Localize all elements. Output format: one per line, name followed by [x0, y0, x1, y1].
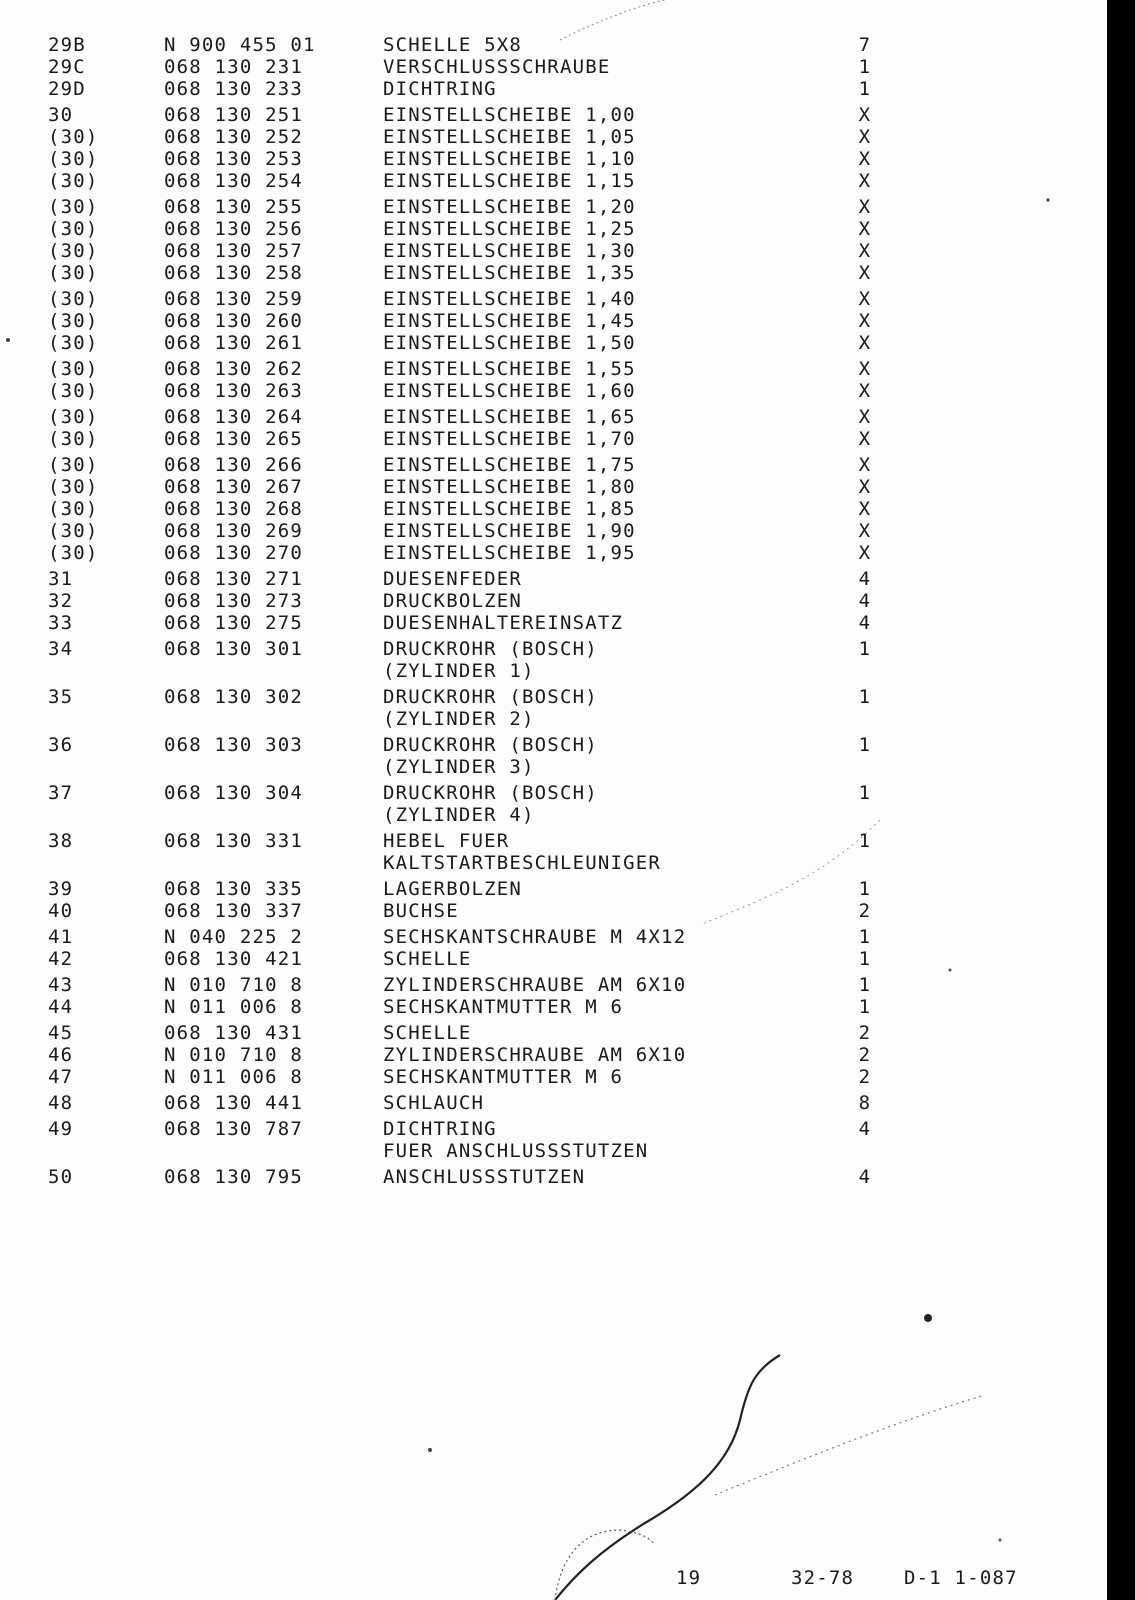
position-number: (30)	[48, 406, 99, 428]
quantity: 2	[858, 900, 872, 922]
part-description: DRUCKROHR (BOSCH)	[383, 734, 598, 756]
part-description: SCHELLE	[383, 948, 472, 970]
parts-row	[0, 34, 1100, 56]
part-description: SECHSKANTSCHRAUBE M 4X12	[383, 926, 687, 948]
part-description: DRUCKROHR (BOSCH)	[383, 638, 598, 660]
quantity: X	[858, 218, 872, 240]
parts-row	[0, 1066, 1100, 1088]
part-number: 068 130 268	[164, 498, 304, 520]
part-description-continued: (ZYLINDER 2)	[383, 708, 535, 730]
quantity: X	[858, 126, 872, 148]
position-number: 40	[48, 900, 74, 922]
part-description-continued: KALTSTARTBESCHLEUNIGER	[383, 852, 662, 874]
part-description-continued: (ZYLINDER 3)	[383, 756, 535, 778]
part-description: SCHELLE	[383, 1022, 472, 1044]
quantity: X	[858, 476, 872, 498]
quantity: 1	[858, 78, 872, 100]
pen-stroke-dotted	[715, 1395, 985, 1495]
part-description: BUCHSE	[383, 900, 459, 922]
part-number: 068 130 301	[164, 638, 304, 660]
position-number: (30)	[48, 332, 99, 354]
part-description: EINSTELLSCHEIBE 1,50	[383, 332, 636, 354]
part-number: 068 130 273	[164, 590, 304, 612]
quantity: 4	[858, 1118, 872, 1140]
parts-row	[0, 170, 1100, 192]
part-description: HEBEL FUER	[383, 830, 510, 852]
quantity: 1	[858, 948, 872, 970]
parts-row	[0, 590, 1100, 612]
quantity: 1	[858, 974, 872, 996]
footer-page-number: 19	[676, 1567, 702, 1589]
parts-row	[0, 332, 1100, 354]
position-number: 34	[48, 638, 74, 660]
quantity: 1	[858, 996, 872, 1018]
part-description: EINSTELLSCHEIBE 1,25	[383, 218, 636, 240]
part-number: 068 130 266	[164, 454, 304, 476]
quantity: X	[858, 332, 872, 354]
part-number: 068 130 257	[164, 240, 304, 262]
position-number: 30	[48, 104, 74, 126]
part-description: EINSTELLSCHEIBE 1,45	[383, 310, 636, 332]
part-number: N 011 006 8	[164, 996, 304, 1018]
part-description: DUESENHALTEREINSATZ	[383, 612, 624, 634]
part-number: 068 130 263	[164, 380, 304, 402]
part-description: EINSTELLSCHEIBE 1,70	[383, 428, 636, 450]
position-number: (30)	[48, 170, 99, 192]
part-description: EINSTELLSCHEIBE 1,95	[383, 542, 636, 564]
quantity: X	[858, 170, 872, 192]
parts-row	[0, 1022, 1100, 1044]
position-number: 39	[48, 878, 74, 900]
quantity: X	[858, 288, 872, 310]
quantity: 4	[858, 568, 872, 590]
parts-row	[0, 878, 1100, 900]
quantity: X	[858, 428, 872, 450]
parts-row	[0, 310, 1100, 332]
parts-row	[0, 900, 1100, 922]
part-number: 068 130 265	[164, 428, 304, 450]
parts-row	[0, 782, 1100, 826]
part-description: SCHELLE 5X8	[383, 34, 523, 56]
part-number: 068 130 270	[164, 542, 304, 564]
part-number: 068 130 302	[164, 686, 304, 708]
position-number: (30)	[48, 126, 99, 148]
speck	[924, 1314, 932, 1322]
quantity: 2	[858, 1044, 872, 1066]
parts-row	[0, 104, 1100, 126]
position-number: (30)	[48, 428, 99, 450]
part-number: 068 130 421	[164, 948, 304, 970]
position-number: 37	[48, 782, 74, 804]
part-number: N 011 006 8	[164, 1066, 304, 1088]
quantity: 1	[858, 56, 872, 78]
position-number: (30)	[48, 310, 99, 332]
parts-row	[0, 1118, 1100, 1162]
parts-row	[0, 148, 1100, 170]
part-number: 068 130 795	[164, 1166, 304, 1188]
parts-row	[0, 1044, 1100, 1066]
position-number: 29C	[48, 56, 86, 78]
part-number: 068 130 441	[164, 1092, 304, 1114]
speck	[999, 1539, 1002, 1542]
quantity: X	[858, 196, 872, 218]
part-description: EINSTELLSCHEIBE 1,15	[383, 170, 636, 192]
parts-row	[0, 542, 1100, 564]
part-description: EINSTELLSCHEIBE 1,80	[383, 476, 636, 498]
part-description-continued: (ZYLINDER 4)	[383, 804, 535, 826]
parts-row	[0, 638, 1100, 682]
position-number: (30)	[48, 476, 99, 498]
part-number: 068 130 271	[164, 568, 304, 590]
part-number: 068 130 267	[164, 476, 304, 498]
part-description: ZYLINDERSCHRAUBE AM 6X10	[383, 974, 687, 996]
quantity: 1	[858, 686, 872, 708]
quantity: 4	[858, 612, 872, 634]
position-number: 47	[48, 1066, 74, 1088]
part-number: 068 130 304	[164, 782, 304, 804]
position-number: (30)	[48, 218, 99, 240]
quantity: X	[858, 454, 872, 476]
position-number: 31	[48, 568, 74, 590]
position-number: 50	[48, 1166, 74, 1188]
quantity: X	[858, 262, 872, 284]
part-number: 068 130 253	[164, 148, 304, 170]
part-description: EINSTELLSCHEIBE 1,90	[383, 520, 636, 542]
part-number: N 010 710 8	[164, 974, 304, 996]
part-description: SECHSKANTMUTTER M 6	[383, 996, 624, 1018]
parts-row	[0, 948, 1100, 970]
parts-row	[0, 78, 1100, 100]
part-description: DUESENFEDER	[383, 568, 523, 590]
parts-row	[0, 56, 1100, 78]
parts-row	[0, 520, 1100, 542]
position-number: (30)	[48, 454, 99, 476]
parts-row	[0, 240, 1100, 262]
parts-row	[0, 568, 1100, 590]
part-number: 068 130 251	[164, 104, 304, 126]
part-description: EINSTELLSCHEIBE 1,05	[383, 126, 636, 148]
part-number: N 900 455 01	[164, 34, 316, 56]
parts-row	[0, 1166, 1100, 1188]
part-number: 068 130 335	[164, 878, 304, 900]
parts-row	[0, 262, 1100, 284]
parts-row	[0, 380, 1100, 402]
part-description: EINSTELLSCHEIBE 1,85	[383, 498, 636, 520]
quantity: 1	[858, 830, 872, 852]
position-number: (30)	[48, 358, 99, 380]
part-number: 068 130 262	[164, 358, 304, 380]
part-number: 068 130 787	[164, 1118, 304, 1140]
part-number: N 010 710 8	[164, 1044, 304, 1066]
position-number: (30)	[48, 520, 99, 542]
part-description: DICHTRING	[383, 78, 497, 100]
quantity: 8	[858, 1092, 872, 1114]
parts-row	[0, 612, 1100, 634]
quantity: 1	[858, 878, 872, 900]
part-number: 068 130 252	[164, 126, 304, 148]
quantity: X	[858, 406, 872, 428]
position-number: 46	[48, 1044, 74, 1066]
position-number: 41	[48, 926, 74, 948]
position-number: (30)	[48, 196, 99, 218]
position-number: 45	[48, 1022, 74, 1044]
position-number: 35	[48, 686, 74, 708]
part-number: N 040 225 2	[164, 926, 304, 948]
quantity: 1	[858, 734, 872, 756]
parts-row	[0, 196, 1100, 218]
quantity: X	[858, 542, 872, 564]
position-number: (30)	[48, 542, 99, 564]
parts-row	[0, 218, 1100, 240]
parts-row	[0, 358, 1100, 380]
position-number: (30)	[48, 498, 99, 520]
position-number: 32	[48, 590, 74, 612]
part-description: ANSCHLUSSSTUTZEN	[383, 1166, 586, 1188]
parts-row	[0, 476, 1100, 498]
part-description: SECHSKANTMUTTER M 6	[383, 1066, 624, 1088]
part-number: 068 130 233	[164, 78, 304, 100]
position-number: (30)	[48, 380, 99, 402]
quantity: X	[858, 104, 872, 126]
part-number: 068 130 258	[164, 262, 304, 284]
part-number: 068 130 260	[164, 310, 304, 332]
quantity: X	[858, 380, 872, 402]
position-number: 43	[48, 974, 74, 996]
position-number: 44	[48, 996, 74, 1018]
part-number: 068 130 275	[164, 612, 304, 634]
quantity: 1	[858, 782, 872, 804]
parts-row	[0, 686, 1100, 730]
scan-edge-bar	[1107, 0, 1135, 1600]
part-number: 068 130 303	[164, 734, 304, 756]
position-number: 36	[48, 734, 74, 756]
pen-stroke-line	[555, 1355, 780, 1600]
position-number: 38	[48, 830, 74, 852]
position-number: 42	[48, 948, 74, 970]
quantity: X	[858, 520, 872, 542]
parts-row	[0, 996, 1100, 1018]
position-number: 48	[48, 1092, 74, 1114]
parts-row	[0, 974, 1100, 996]
quantity: X	[858, 148, 872, 170]
part-description-continued: (ZYLINDER 1)	[383, 660, 535, 682]
part-description: EINSTELLSCHEIBE 1,35	[383, 262, 636, 284]
part-description-continued: FUER ANSCHLUSSSTUTZEN	[383, 1140, 649, 1162]
position-number: 33	[48, 612, 74, 634]
part-number: 068 130 264	[164, 406, 304, 428]
part-description: VERSCHLUSSSCHRAUBE	[383, 56, 611, 78]
part-description: DICHTRING	[383, 1118, 497, 1140]
part-description: DRUCKBOLZEN	[383, 590, 523, 612]
parts-row	[0, 288, 1100, 310]
footer-document-reference: D-1 1-087	[904, 1567, 1018, 1589]
parts-row	[0, 498, 1100, 520]
parts-list	[0, 34, 1100, 1188]
position-number: 29D	[48, 78, 86, 100]
part-description: SCHLAUCH	[383, 1092, 485, 1114]
part-description: EINSTELLSCHEIBE 1,30	[383, 240, 636, 262]
part-description: DRUCKROHR (BOSCH)	[383, 686, 598, 708]
part-number: 068 130 231	[164, 56, 304, 78]
part-description: EINSTELLSCHEIBE 1,55	[383, 358, 636, 380]
quantity: X	[858, 358, 872, 380]
parts-row	[0, 126, 1100, 148]
part-number: 068 130 261	[164, 332, 304, 354]
part-description: EINSTELLSCHEIBE 1,65	[383, 406, 636, 428]
part-description: EINSTELLSCHEIBE 1,40	[383, 288, 636, 310]
part-number: 068 130 431	[164, 1022, 304, 1044]
part-description: DRUCKROHR (BOSCH)	[383, 782, 598, 804]
position-number: (30)	[48, 288, 99, 310]
quantity: 2	[858, 1066, 872, 1088]
part-number: 068 130 256	[164, 218, 304, 240]
quantity: X	[858, 240, 872, 262]
part-description: EINSTELLSCHEIBE 1,75	[383, 454, 636, 476]
position-number: 29B	[48, 34, 86, 56]
part-description: LAGERBOLZEN	[383, 878, 523, 900]
part-description: EINSTELLSCHEIBE 1,20	[383, 196, 636, 218]
part-number: 068 130 337	[164, 900, 304, 922]
part-number: 068 130 259	[164, 288, 304, 310]
part-number: 068 130 255	[164, 196, 304, 218]
position-number: (30)	[48, 262, 99, 284]
part-number: 068 130 331	[164, 830, 304, 852]
speck	[428, 1448, 432, 1452]
part-description: ZYLINDERSCHRAUBE AM 6X10	[383, 1044, 687, 1066]
quantity: 4	[858, 1166, 872, 1188]
pen-stroke-loop	[555, 1530, 655, 1600]
quantity: 7	[858, 34, 872, 56]
quantity: 1	[858, 926, 872, 948]
quantity: 1	[858, 638, 872, 660]
part-description: EINSTELLSCHEIBE 1,10	[383, 148, 636, 170]
parts-row	[0, 406, 1100, 428]
position-number: (30)	[48, 240, 99, 262]
quantity: X	[858, 498, 872, 520]
footer-code: 32-78	[791, 1567, 855, 1589]
parts-row	[0, 1092, 1100, 1114]
parts-row	[0, 428, 1100, 450]
position-number: (30)	[48, 148, 99, 170]
part-description: EINSTELLSCHEIBE 1,60	[383, 380, 636, 402]
part-description: EINSTELLSCHEIBE 1,00	[383, 104, 636, 126]
part-number: 068 130 269	[164, 520, 304, 542]
quantity: 2	[858, 1022, 872, 1044]
quantity: 4	[858, 590, 872, 612]
parts-row	[0, 926, 1100, 948]
position-number: 49	[48, 1118, 74, 1140]
parts-row	[0, 734, 1100, 778]
parts-row	[0, 830, 1100, 874]
quantity: X	[858, 310, 872, 332]
parts-row	[0, 454, 1100, 476]
part-number: 068 130 254	[164, 170, 304, 192]
